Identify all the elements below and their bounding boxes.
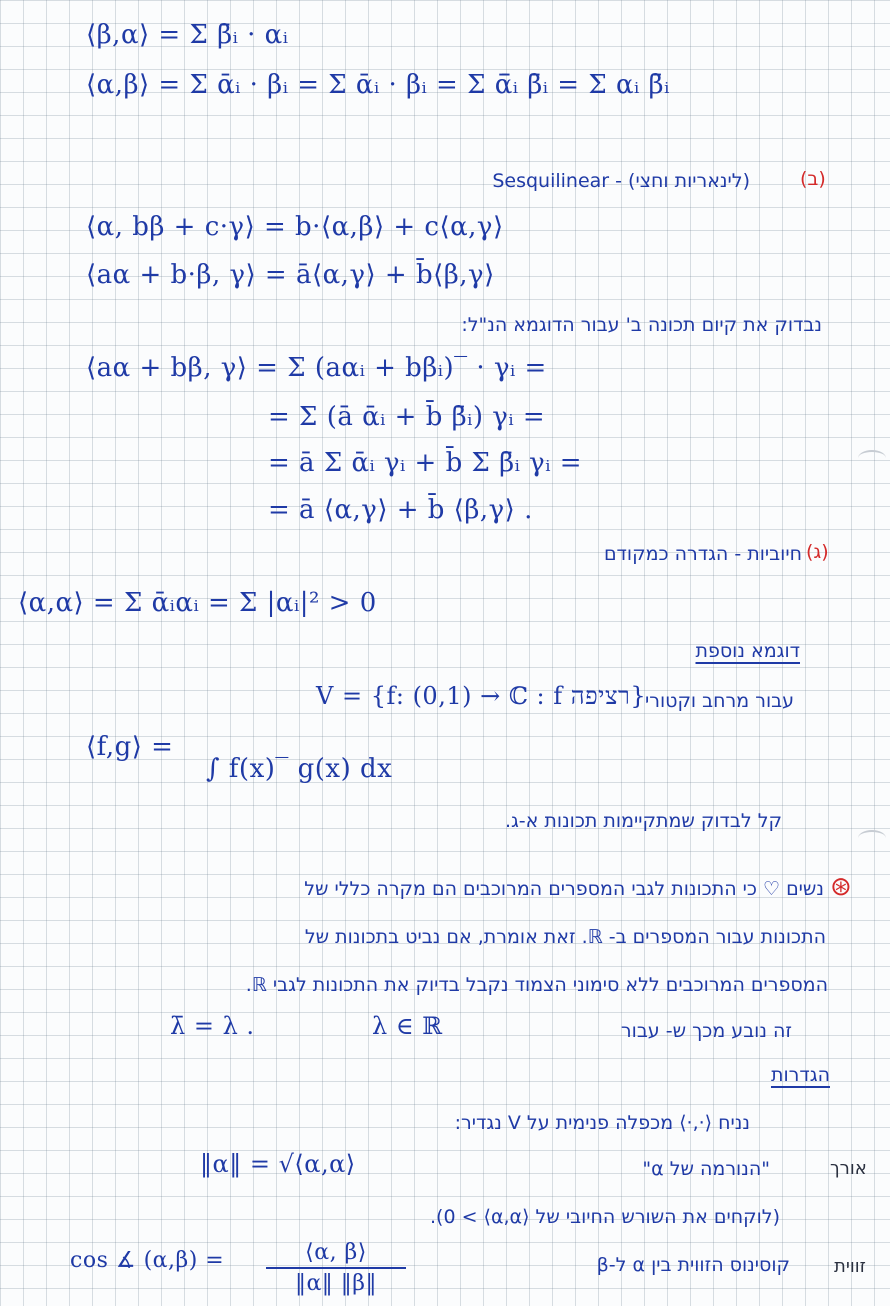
derivation-line: = ā ⟨α,γ⟩ + b̄ ⟨β,γ⟩ . <box>268 495 533 525</box>
derivation-line: = Σ (ā ᾱᵢ + b̄ β̄ᵢ) γᵢ = <box>268 402 546 432</box>
punch-hole-mark <box>858 450 886 466</box>
inner-product-lhs: ⟨f,g⟩ = <box>86 732 174 762</box>
note-line: נשים ♡ כי התכונות לגבי המספרים המרוכבים הם מקרה כללי של <box>304 878 824 900</box>
derivation-line: = ā Σ ᾱᵢ γᵢ + b̄ Σ β̄ᵢ γᵢ = <box>268 448 583 478</box>
margin-label-angle: זווית <box>834 1256 866 1277</box>
norm-equation: ‖α‖ = √⟨α,α⟩ <box>200 1150 356 1178</box>
cosine-numerator: ⟨α, β⟩ <box>266 1240 406 1269</box>
space-definition: V = {f: (0,1) → ℂ : f רציפה} <box>316 682 647 710</box>
inner-product-integral: ∫ f(x)‾ g(x) dx <box>206 754 393 784</box>
margin-label-length: אורך <box>830 1158 867 1179</box>
cosine-text: קוסינוס הזווית בין α ל-β <box>596 1254 790 1276</box>
note-condition: λ ∈ ℝ <box>372 1012 443 1040</box>
positive-root-note: (לוקחים את השורש החיובי של ⟨α,α⟩ > 0). <box>430 1206 780 1228</box>
check-statement: נבדוק את קיום תכונה ב' עבור הדוגמא הנ"ל: <box>461 314 822 336</box>
equation-line: ⟨α, bβ + c·γ⟩ = b·⟨α,β⟩ + c⟨α,γ⟩ <box>86 212 504 242</box>
equation-line: ⟨α,α⟩ = Σ ᾱᵢαᵢ = Σ |αᵢ|² > 0 <box>18 588 377 618</box>
norm-text: "הנורמה של α" <box>642 1158 770 1180</box>
derivation-line: ⟨aα + bβ, γ⟩ = Σ (aαᵢ + bβᵢ)‾ · γᵢ = <box>86 353 547 383</box>
easy-check-statement: קל לבדוק שמתקיימות תכונות א-ג. <box>504 810 782 832</box>
definitions-title: הגדרות <box>770 1064 830 1086</box>
equation-line: ⟨α,β⟩ = Σ ᾱᵢ · βᵢ = Σ ᾱᵢ · βᵢ = Σ ᾱ̄ᵢ β̄ᵢ = Σ αᵢ β̄ᵢ <box>86 70 670 100</box>
note-line: זה נובע מכך ש- עבור <box>620 1020 792 1042</box>
cosine-fraction <box>266 1240 406 1296</box>
punch-hole-mark <box>858 830 886 846</box>
equation-line: ⟨aα + b·β, γ⟩ = ā⟨α,γ⟩ + b̄⟨β,γ⟩ <box>86 260 495 290</box>
space-text: עבור מרחב וקטורי <box>644 690 794 712</box>
section-b-title: (לינאריות וחצי) - Sesquilinear <box>492 170 750 192</box>
cosine-lhs: cos ∡ (α,β) = <box>70 1248 225 1273</box>
example-title: דוגמא נוספת <box>695 640 800 662</box>
star-bullet-icon: ⊛ <box>830 872 852 902</box>
note-equation: λ̄ = λ . <box>170 1012 255 1040</box>
section-g-title: חיוביות - הגדרה כמקודם <box>603 543 802 565</box>
section-g-label: (ג) <box>806 541 829 563</box>
section-b-label: (ב) <box>800 168 826 190</box>
cosine-denominator: ‖α‖ ‖β‖ <box>294 1271 378 1296</box>
note-line: התכונות עבור המספרים ב- ℝ. זאת אומרת, אם נביט בתכונות של <box>304 926 826 948</box>
note-line: המספרים המרוכבים ללא סימוני הצמוד נקבל בדיוק את התכונות לגבי ℝ. <box>245 974 828 996</box>
assumption-statement: נניח ⟨·,·⟩ מכפלה פנימית על V נגדיר: <box>454 1112 750 1134</box>
equation-line: ⟨β,α⟩ = Σ β̄ᵢ · αᵢ <box>86 20 289 50</box>
